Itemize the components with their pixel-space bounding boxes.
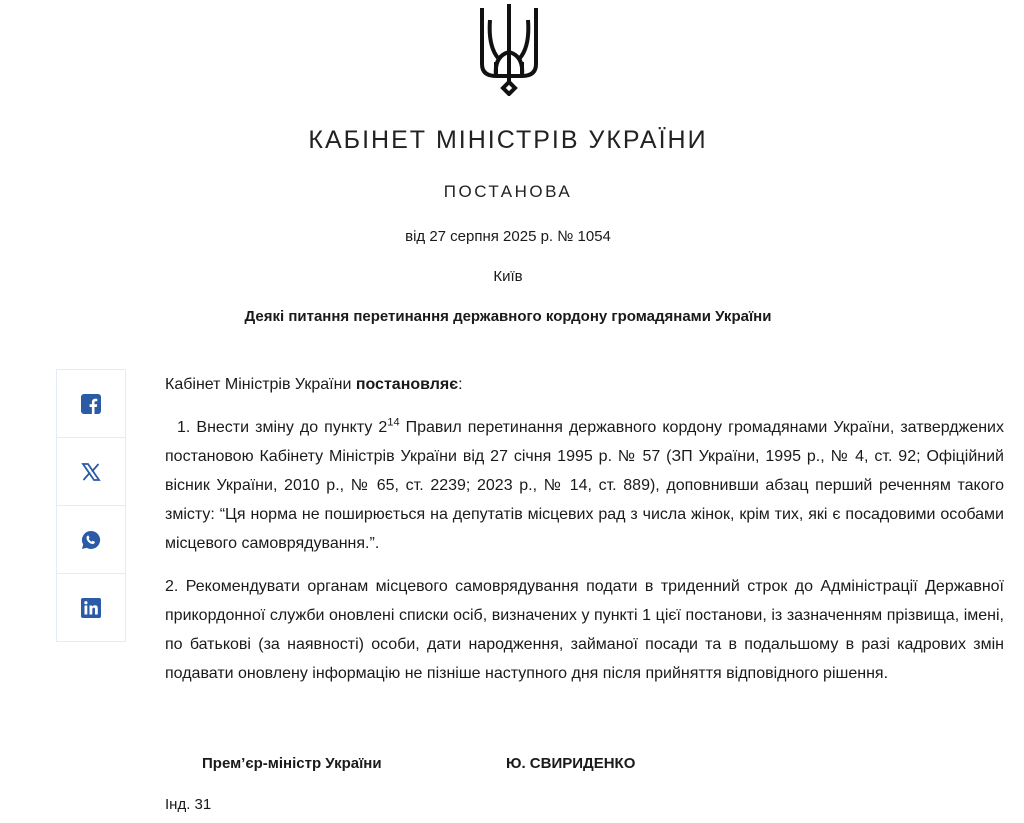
share-x-button[interactable] [57,438,125,506]
document-index: Інд. 31 [165,796,212,813]
paragraph-2: 2. Рекомендувати органам місцевого самоврядування подати в триденний строк до Адміністрації Державної прикордонної служби оновлені списки осіб, визначених у пункті 1 цієї постанови, із зазначенням прізвища, імені, по батькові (за наявності) особи, дати народження, займаної посади та в подальшому в разі кадрових змін подавати оновлену інформацію не пізніше наступного дня після прийняття відповідного рішення. [165,578,1004,682]
p1-start: 1. Внести зміну до пункту 2 [177,419,388,436]
paragraph-1 [165,413,1004,558]
intro-resolves: постановляє [355,376,459,393]
p1-superscript: 14 [387,416,400,429]
share-panel [56,369,126,642]
share-facebook-button[interactable] [57,370,125,438]
intro-paragraph [165,370,1004,399]
share-linkedin-button[interactable] [57,574,125,641]
facebook-icon [81,394,101,414]
document-body [165,370,1004,702]
organization-name: КАБІНЕТ МІНІСТРІВ УКРАЇНИ [308,126,708,154]
intro-colon: : [458,376,463,393]
coat-of-arms-trident-emblem [478,2,540,96]
p1-text: Правил перетинання державного кордону громадянами України, затверджених постановою Кабінету Міністрів України від 27 січня 1995 р. № 57 (ЗП України, 1995 р., № 4, ст. 92; Офіційний вісник України, 2010 р., № 65, ст. 2239; 2023 р., № 14, ст. 889), доповнивши абзац перший реченням такого змісту: “Ця норма не поширюється на депутатів місцевих рад з числа жінок, крім тих, які є посадовими особами місцевого самоврядування.”. [165,419,1004,552]
document-type: ПОСТАНОВА [443,182,573,201]
intro-text: Кабінет Міністрів України [165,376,356,393]
signature-position: Прем’єр-міністр України [202,755,382,772]
document-city: Київ [493,268,523,285]
linkedin-icon [81,598,101,618]
document-date-number: від 27 серпня 2025 р. № 1054 [405,228,611,245]
signature-name: Ю. СВИРИДЕНКО [506,755,636,772]
document-title: Деякі питання перетинання державного кордону громадянами України [244,308,772,325]
x-icon [81,462,101,482]
share-whatsapp-button[interactable] [57,506,125,574]
whatsapp-icon [81,530,101,550]
